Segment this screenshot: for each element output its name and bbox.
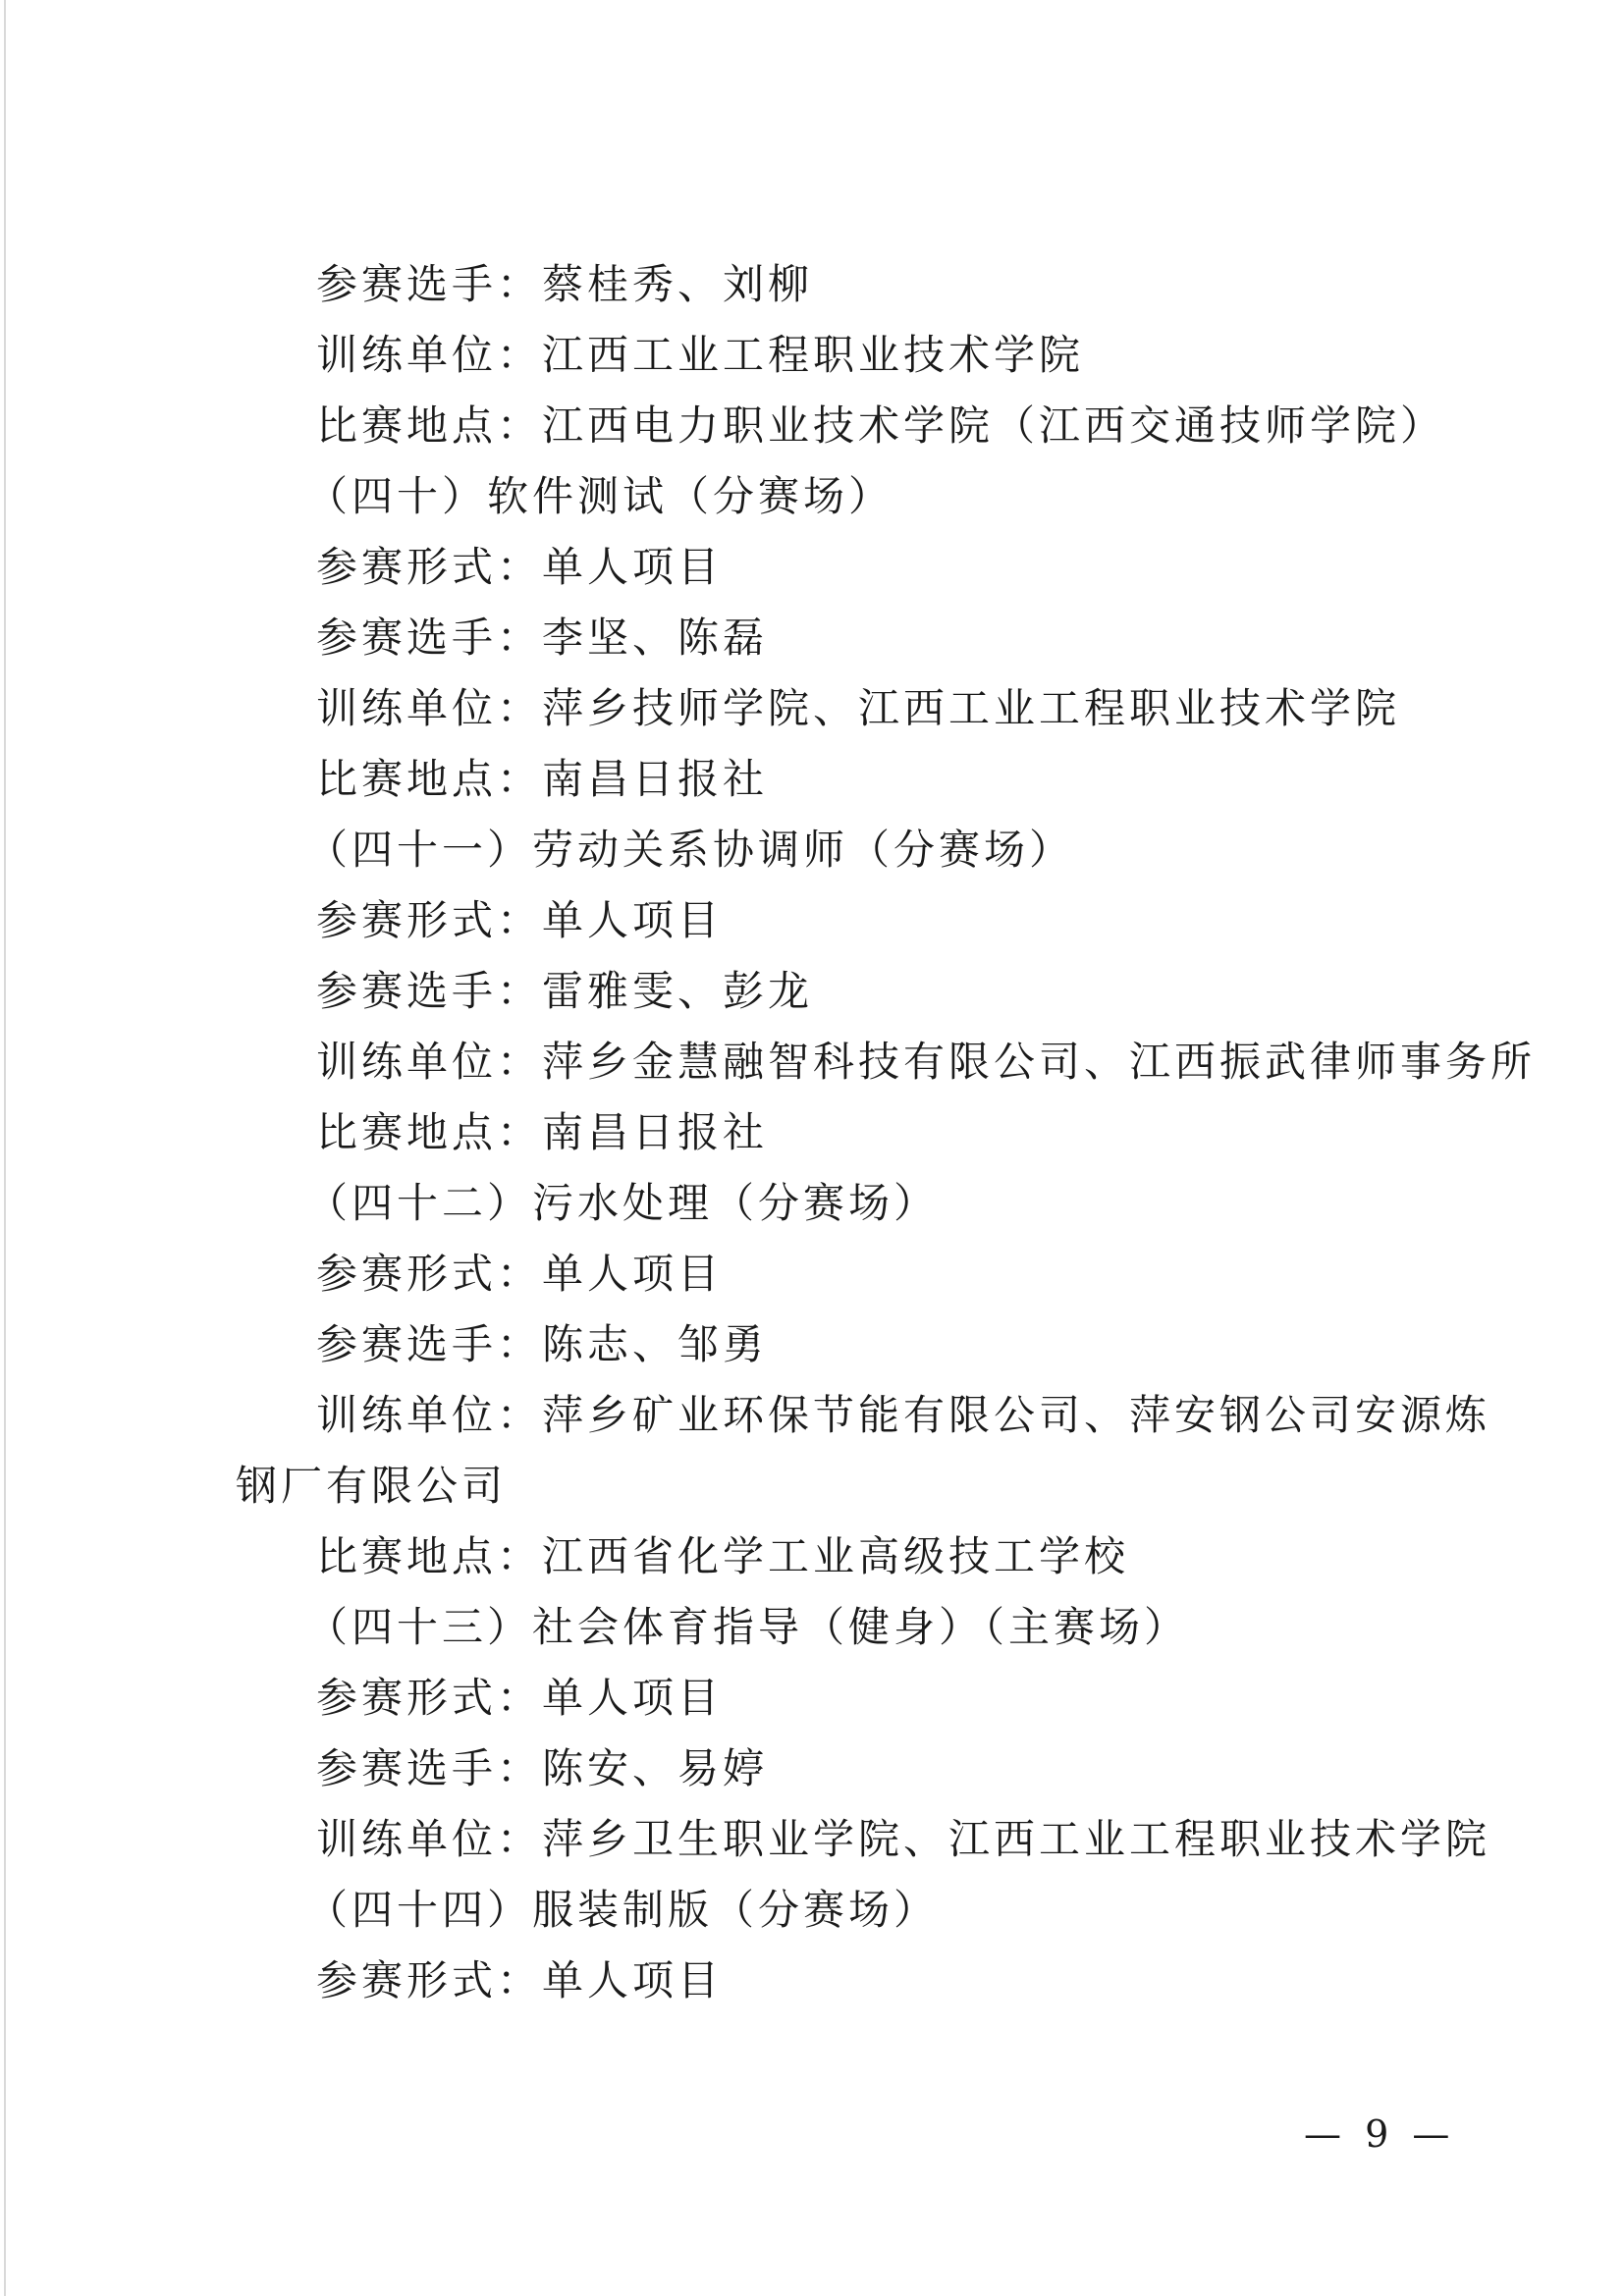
section-heading: （四十四）服装制版（分赛场） <box>306 1886 940 1934</box>
text-line: 参赛选手：李坚、陈磊 <box>316 614 769 662</box>
scan-edge-line <box>4 0 6 2296</box>
text-line: 参赛形式：单人项目 <box>316 1674 724 1722</box>
text-line: 参赛选手：蔡桂秀、刘柳 <box>316 260 814 308</box>
text-line: 比赛地点：南昌日报社 <box>316 1108 769 1156</box>
text-line: 训练单位：萍乡卫生职业学院、江西工业工程职业技术学院 <box>316 1815 1491 1863</box>
text-line: 参赛选手：陈安、易婷 <box>316 1744 769 1792</box>
text-line: 参赛选手：陈志、邹勇 <box>316 1320 769 1368</box>
text-line-continuation: 钢厂有限公司 <box>236 1462 508 1510</box>
section-heading: （四十二）污水处理（分赛场） <box>306 1179 940 1227</box>
text-line: 比赛地点：江西省化学工业高级技工学校 <box>316 1532 1130 1580</box>
text-line: 训练单位：萍乡金慧融智科技有限公司、江西振武律师事务所 <box>316 1038 1537 1086</box>
section-heading: （四十）软件测试（分赛场） <box>306 472 894 520</box>
text-line: 参赛形式：单人项目 <box>316 543 724 591</box>
section-heading: （四十三）社会体育指导（健身）（主赛场） <box>306 1603 1190 1651</box>
text-line: 训练单位：萍乡矿业环保节能有限公司、萍安钢公司安源炼 <box>316 1391 1491 1439</box>
page-number: — 9 — <box>1304 2112 1456 2156</box>
text-line: 参赛选手：雷雅雯、彭龙 <box>316 967 814 1015</box>
text-line: 参赛形式：单人项目 <box>316 1250 724 1298</box>
text-line: 训练单位：江西工业工程职业技术学院 <box>316 331 1085 379</box>
section-heading: （四十一）劳动关系协调师（分赛场） <box>306 826 1075 874</box>
text-line: 比赛地点：江西电力职业技术学院（江西交通技师学院） <box>316 401 1446 450</box>
text-line: 参赛形式：单人项目 <box>316 896 724 944</box>
text-line: 比赛地点：南昌日报社 <box>316 755 769 803</box>
text-line: 参赛形式：单人项目 <box>316 1956 724 2004</box>
text-line: 训练单位：萍乡技师学院、江西工业工程职业技术学院 <box>316 684 1401 732</box>
